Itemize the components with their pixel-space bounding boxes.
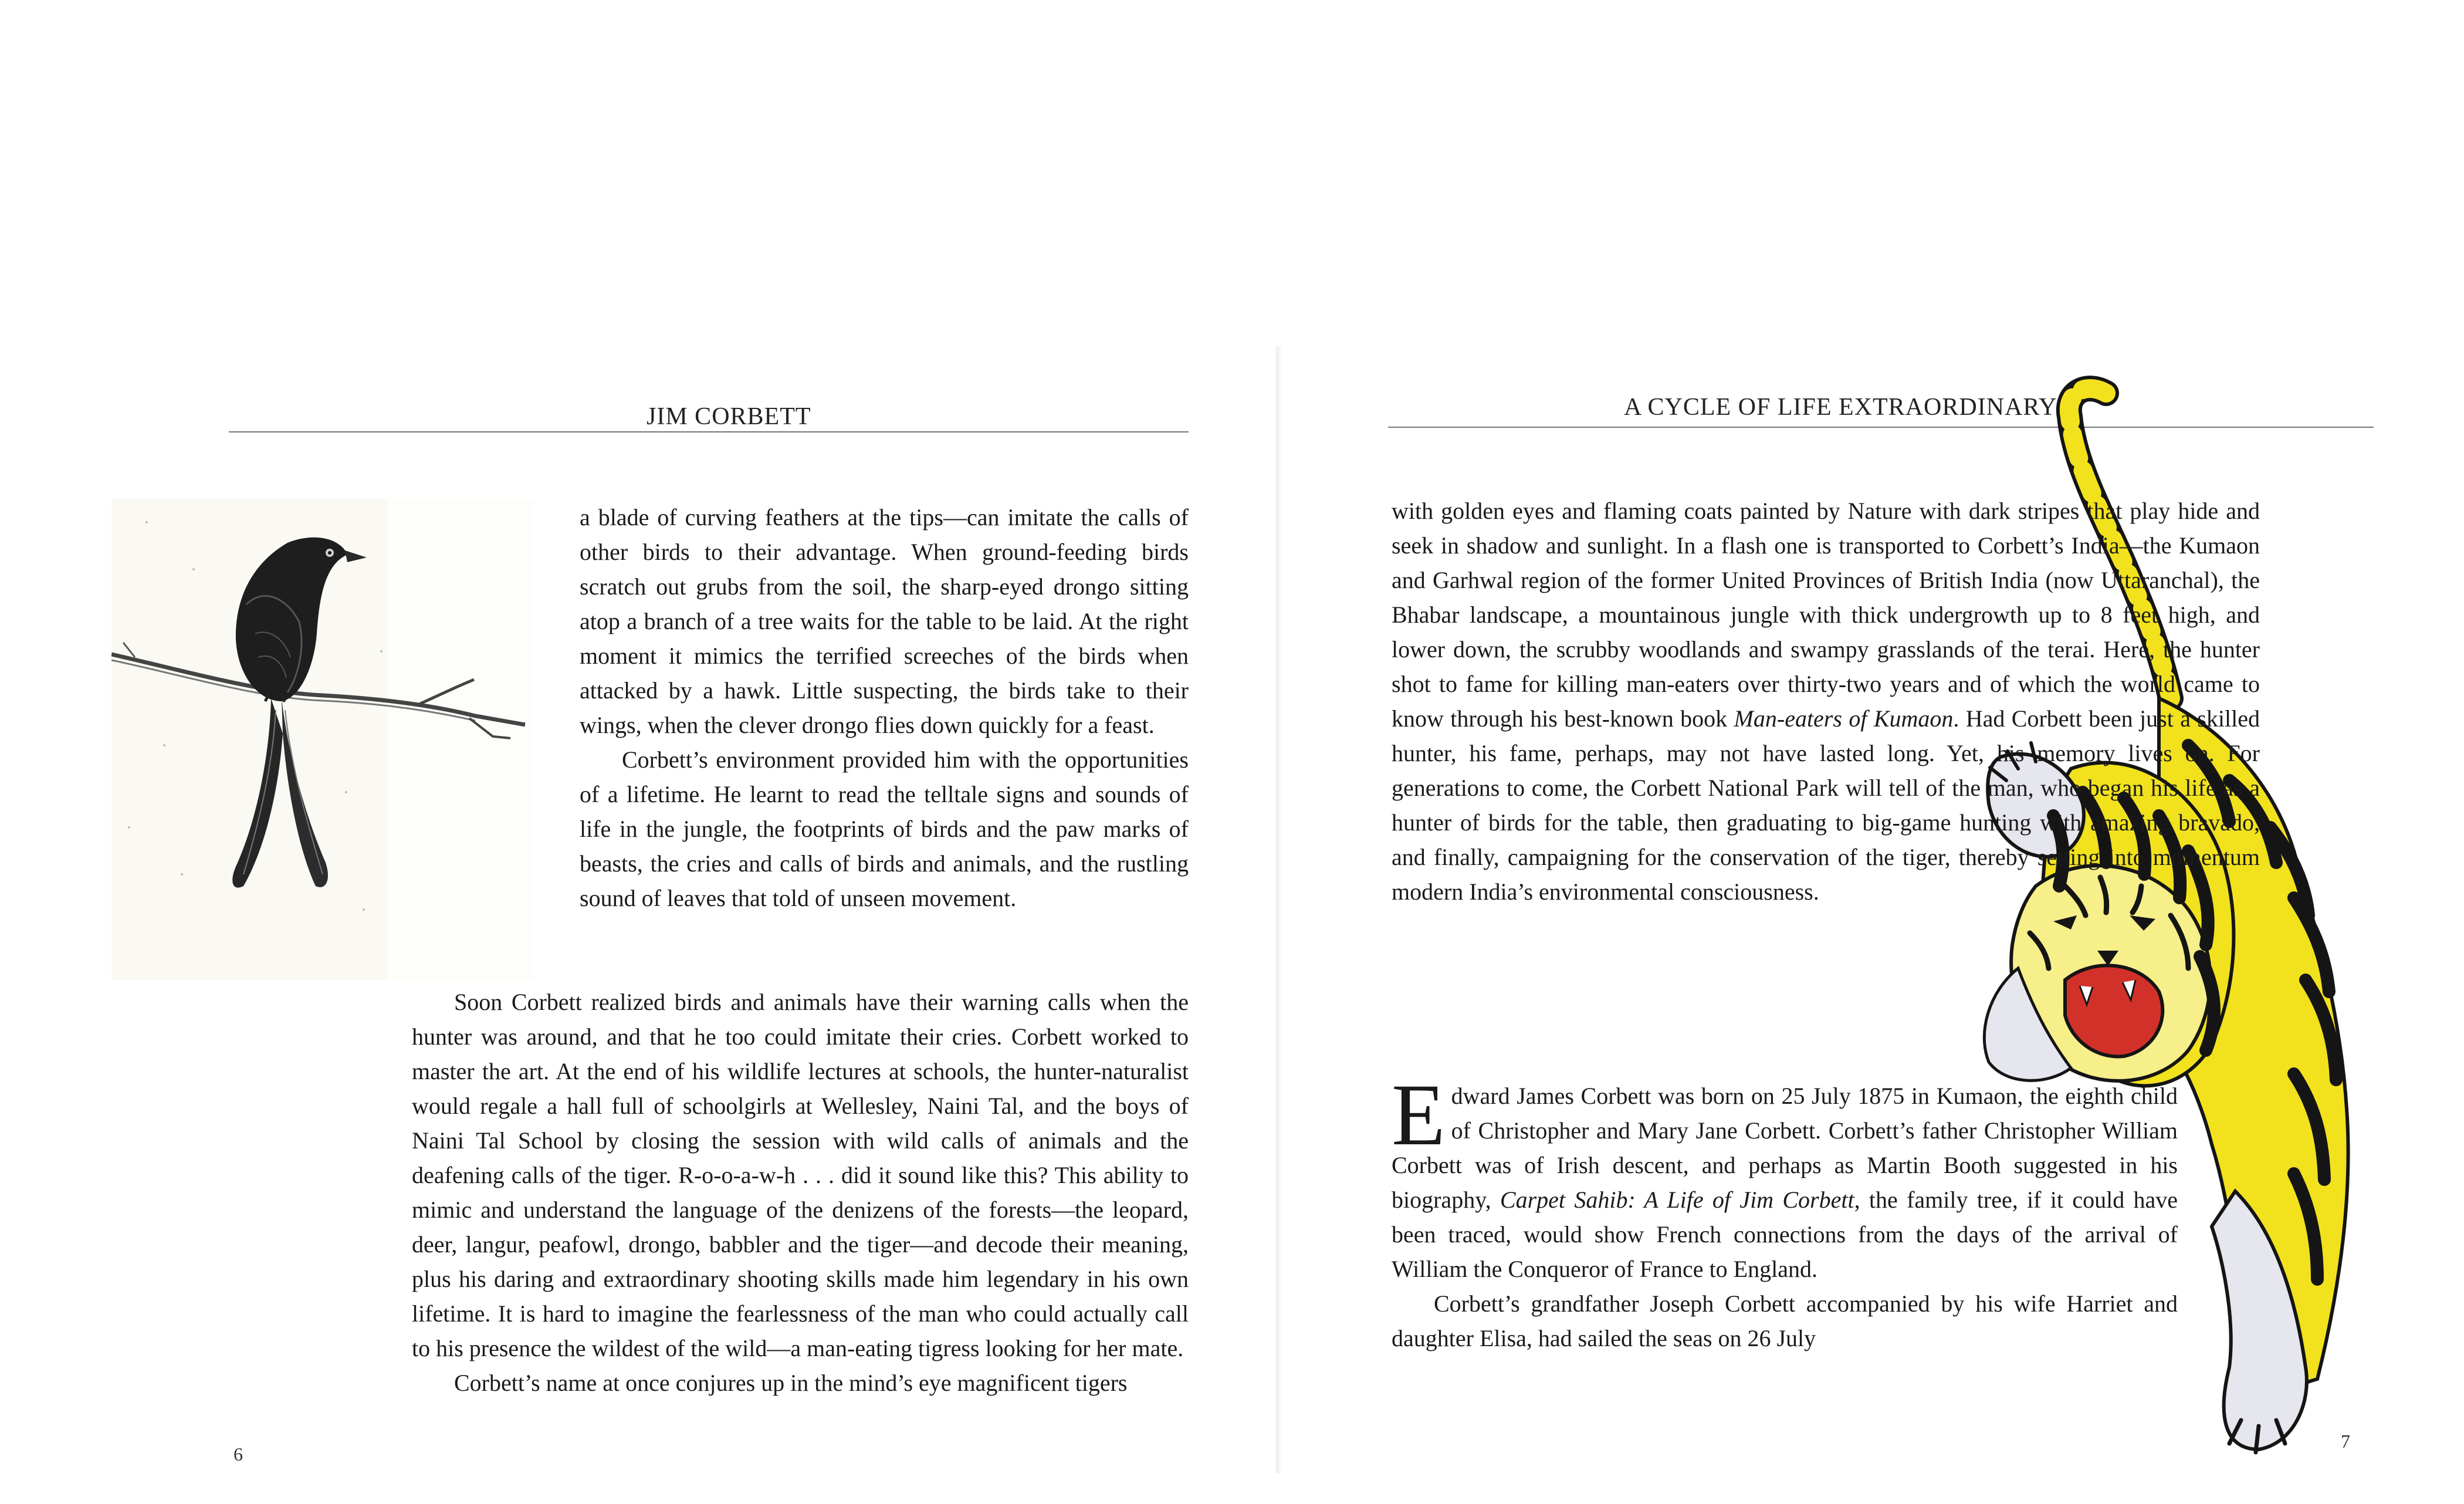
left-text-top: [580, 500, 1189, 915]
page-number-right: 7: [2341, 1431, 2350, 1452]
page-number-left: 6: [233, 1444, 243, 1465]
book-title-carpet-sahib: Carpet Sahib: A Life of Jim Corbett: [1500, 1187, 1854, 1213]
header-rule-left: [229, 431, 1189, 432]
paragraph-warning-calls: Soon Corbett realized birds and animals have their warning calls when the hunter was around, and that he too could imitate their cries. Corbett worked to master the art. At the end of his wildlife lectures at schools, the hunter-naturalist would regale a hall full of schoolgirls at Wellesley, Naini Tal, and the boys of Naini Tal School by closing the session with wild calls of animals and the deafening calls of the tiger. R-o-o-a-w-h . . . did it sound like this? This ability to mimic and understand the language of the denizens of the forests—the leopard, deer, langur, peafowl, drongo, babbler and the tiger—and decode their meaning, plus his daring and extraordinary shooting skills made him legendary in his own lifetime. It is hard to imagine the fearlessness of the man who could actually call to his presence the wildest of the wild—a man-eating tigress looking for her mate.: [412, 989, 1189, 1361]
drop-cap: E: [1392, 1066, 1446, 1164]
running-head-left: JIM CORBETT: [647, 403, 811, 430]
drongo-illustration: [111, 499, 534, 980]
paragraph-corbett-name: Corbett’s name at once conjures up in the mind’s eye magnificent tigers: [454, 1370, 1128, 1396]
running-head-right: A CYCLE OF LIFE EXTRAORDINARY: [1624, 394, 2057, 421]
paragraph-golden-eyes: with golden eyes and flaming coats painted by Nature with dark stripes that play hide and seek in shadow and sunlight. In a flash one is transported to Corbett’s India—the Kumaon and Garhwal region of the former United Provinces of British India (now Uttaranchal), the Bhabar landscape, a mountainous jungle with thick undergrowth up to 8 feet high, and lower down, the scrubby woodlands and swampy grasslands of the terai. Here, the hunter shot to fame for killing man-eaters over thirty-two years and of which the world came to know through his best-known book Man-eaters of Kumaon. Had Corbett been just a skilled hunter, his fame, perhaps, may not have lasted long. Yet, his memory lives on. For generations to come, the Corbett National Park will tell of the man, who began his life as a hunter of birds for the table, then graduating to big-game hunting with amazing bravado, and finally, campaigning for the conservation of the tiger, thereby setting into momentum modern India’s environmental consciousness.: [1392, 498, 2260, 905]
paragraph-edward-james: Edward James Corbett was born on 25 July 1875 in Kumaon, the eighth child of Christopher and Mary Jane Corbett. Corbett’s father Christopher William Corbett was of Irish descent, and perhaps as Martin Booth suggested in his biography, Carpet Sahib: A Life of Jim Corbett, the family tree, if it could have been traced, would show French connections from the days of the arrival of William the Conqueror of France to England.: [1392, 1066, 2178, 1282]
left-text-bottom: [412, 985, 1189, 1400]
right-text-top: [1392, 494, 2260, 909]
paragraph-drongo: a blade of curving feathers at the tips—can imitate the calls of other birds to their advantage. When ground-feeding birds scratch out grubs from the soil, the sharp-eyed drongo sitting atop a branch of a tree waits for the table to be laid. At the right moment it mimics the terrified screeches of the birds when attacked by a hawk. Little suspecting, the birds take to their wings, when the clever drongo flies down quickly for a feast.: [580, 504, 1189, 738]
right-page: [1267, 0, 2464, 1504]
book-title-maneaters: Man-eaters of Kumaon: [1734, 705, 1954, 732]
paragraph-environment: Corbett’s environment provided him with the opportunities of a lifetime. He learnt to read the telltale signs and sounds of life in the jungle, the footprints of birds and the paw marks of beasts, the cries and calls of birds and animals, and the rustling sound of leaves that told of unseen movement.: [580, 746, 1189, 911]
paragraph-grandfather: Corbett’s grandfather Joseph Corbett accompanied by his wife Harriet and daughter Elisa, had sailed the seas on 26 July: [1392, 1290, 2178, 1351]
right-text-bottom: [1392, 1066, 2178, 1356]
